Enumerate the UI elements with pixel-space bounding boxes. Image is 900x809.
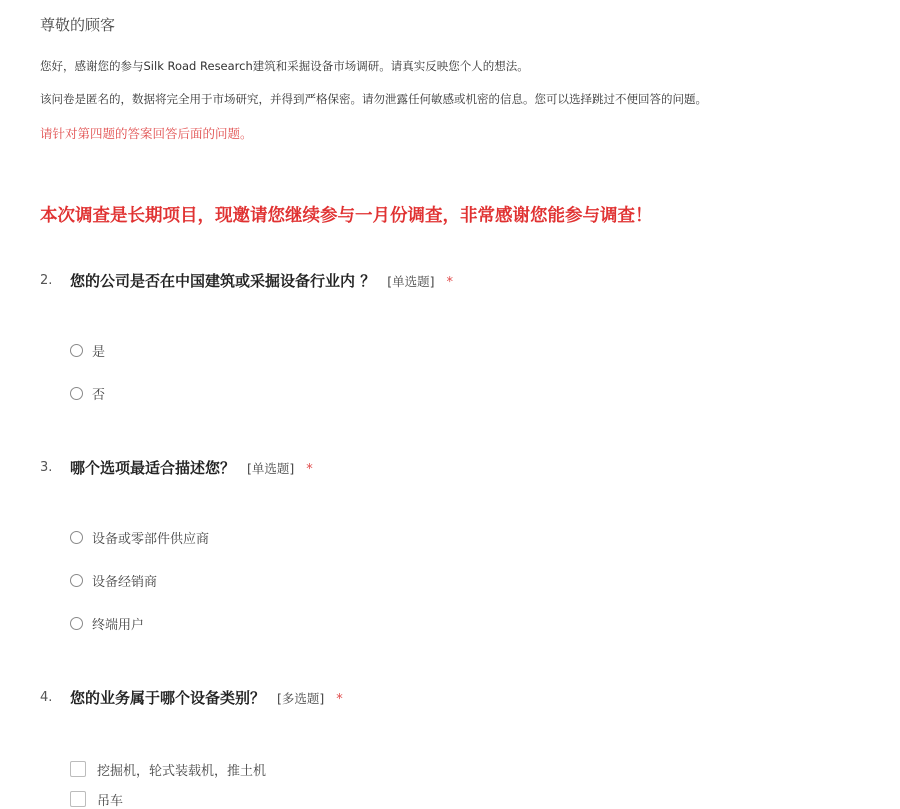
option-label: 吊车: [97, 793, 124, 809]
required-marker: *: [336, 692, 343, 707]
required-marker: *: [306, 462, 313, 477]
option-dealer[interactable]: [70, 570, 157, 590]
greeting: 尊敬的顾客: [40, 16, 116, 34]
question-header: [40, 687, 880, 711]
radio-circle-icon[interactable]: [70, 574, 83, 587]
question-type: [多选题]: [277, 691, 325, 706]
intro-note: 请针对第四题的答案回答后面的问题。: [40, 126, 253, 141]
question-number: 3.: [40, 460, 53, 475]
question-number: 2.: [40, 273, 53, 288]
notice-banner: 本次调查是长期项目，现邀请您继续参与一月份调查，非常感谢您能参与调查！: [40, 206, 653, 226]
option-label: 挖掘机，轮式装载机，推土机: [97, 763, 267, 779]
question-title: [70, 687, 343, 708]
option-label: 终端用户: [92, 617, 145, 633]
question-type: [单选题]: [247, 461, 295, 476]
intro-line-privacy: 该问卷是匿名的，数据将完全用于市场研究，并得到严格保密。请勿泄露任何敏感或机密的信息。您可以选择跳过不便回答的问题。: [40, 92, 707, 106]
option-no[interactable]: [70, 383, 105, 403]
question-title-text: 您的公司是否在中国建筑或采掘设备行业内 ？: [70, 272, 376, 290]
question-header: [40, 270, 880, 294]
option-crane[interactable]: [70, 789, 123, 809]
option-yes[interactable]: [70, 340, 105, 360]
question-title-text: 您的业务属于哪个设备类别？: [70, 689, 266, 707]
question-type: [单选题]: [387, 274, 435, 289]
question-header: [40, 457, 880, 481]
question-title-text: 哪个选项最适合描述您？: [70, 459, 236, 477]
question-4: [40, 687, 880, 809]
intro-line-thanks: 您好，感谢您的参与Silk Road Research建筑和采掘设备市场调研。请真实反映您个人的想法。: [40, 59, 529, 73]
option-label: 设备经销商: [92, 574, 158, 590]
question-3: [40, 457, 880, 633]
option-end-user[interactable]: [70, 613, 144, 633]
checkbox-icon[interactable]: [70, 791, 86, 807]
option-label: 否: [92, 387, 106, 403]
option-label: 设备或零部件供应商: [92, 531, 210, 547]
option-supplier[interactable]: [70, 527, 209, 547]
checkbox-icon[interactable]: [70, 761, 86, 777]
radio-circle-icon[interactable]: [70, 387, 83, 400]
question-number: 4.: [40, 690, 53, 705]
question-title: [70, 270, 453, 291]
option-excavator-loader-dozer[interactable]: [70, 759, 266, 779]
option-label: 是: [92, 344, 106, 360]
radio-circle-icon[interactable]: [70, 344, 83, 357]
question-title: [70, 457, 313, 478]
required-marker: *: [446, 275, 453, 290]
radio-circle-icon[interactable]: [70, 617, 83, 630]
question-2: [40, 270, 880, 403]
radio-circle-icon[interactable]: [70, 531, 83, 544]
